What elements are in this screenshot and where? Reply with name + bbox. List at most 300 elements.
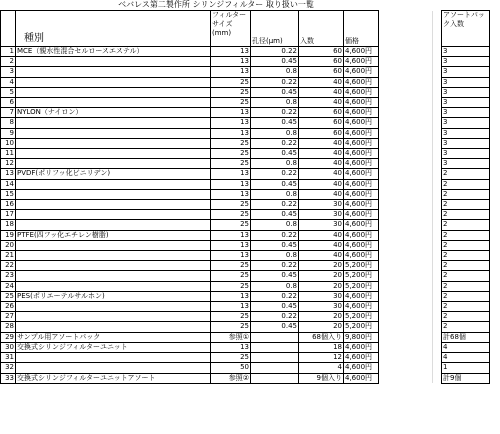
assort-row bbox=[442, 159, 490, 169]
cell-qty: 40 bbox=[299, 159, 344, 169]
table-row bbox=[1, 57, 433, 67]
cell-assort: 3 bbox=[442, 149, 490, 159]
cell-blank bbox=[379, 149, 433, 159]
cell-price: 4,600円 bbox=[344, 200, 379, 210]
cell-size: 25 bbox=[211, 271, 251, 281]
cell-kind bbox=[16, 353, 211, 363]
cell-qty: 30 bbox=[299, 220, 344, 230]
cell-qty: 40 bbox=[299, 240, 344, 250]
assort-row bbox=[442, 47, 490, 57]
cell-pore: 0.8 bbox=[251, 67, 299, 77]
cell-blank bbox=[379, 189, 433, 199]
cell-qty: 30 bbox=[299, 200, 344, 210]
cell-pore: 0.22 bbox=[251, 77, 299, 87]
cell-assort: 1 bbox=[442, 363, 490, 373]
cell-kind bbox=[16, 210, 211, 220]
cell-qty: 18 bbox=[299, 342, 344, 352]
table-row bbox=[1, 312, 433, 322]
page-title: ベバレス第二製作所 シリンジフィルター 取り扱い一覧 bbox=[118, 0, 314, 9]
cell-assort: 3 bbox=[442, 108, 490, 118]
cell-blank bbox=[379, 353, 433, 363]
header-pore: 孔径(μm) bbox=[251, 11, 299, 47]
cell-qty: 40 bbox=[299, 77, 344, 87]
cell-blank bbox=[379, 57, 433, 67]
cell-no: 20 bbox=[1, 240, 16, 250]
cell-kind bbox=[16, 77, 211, 87]
cell-kind bbox=[16, 159, 211, 169]
cell-no: 24 bbox=[1, 281, 16, 291]
cell-size: 13 bbox=[211, 189, 251, 199]
assort-row bbox=[442, 108, 490, 118]
assort-row bbox=[442, 291, 490, 301]
cell-no: 8 bbox=[1, 118, 16, 128]
cell-kind bbox=[16, 138, 211, 148]
cell-blank bbox=[379, 67, 433, 77]
table-row bbox=[1, 210, 433, 220]
cell-no: 11 bbox=[1, 149, 16, 159]
cell-no: 14 bbox=[1, 179, 16, 189]
cell-blank bbox=[379, 200, 433, 210]
cell-blank bbox=[379, 118, 433, 128]
header-assort: アソートパック入数 bbox=[442, 11, 490, 47]
cell-qty: 30 bbox=[299, 210, 344, 220]
cell-price: 4,600円 bbox=[344, 302, 379, 312]
assort-row bbox=[442, 210, 490, 220]
assort-row bbox=[442, 138, 490, 148]
cell-assort: 2 bbox=[442, 240, 490, 250]
cell-qty: 40 bbox=[299, 149, 344, 159]
cell-assort: 3 bbox=[442, 159, 490, 169]
cell-no: 22 bbox=[1, 261, 16, 271]
cell-blank bbox=[379, 240, 433, 250]
assort-header-row bbox=[442, 11, 490, 47]
cell-qty: 40 bbox=[299, 189, 344, 199]
header-kind: 種別 bbox=[16, 11, 211, 47]
cell-pore: 0.45 bbox=[251, 210, 299, 220]
cell-no: 15 bbox=[1, 189, 16, 199]
assort-row bbox=[442, 271, 490, 281]
cell-pore: 0.22 bbox=[251, 200, 299, 210]
cell-blank bbox=[379, 108, 433, 118]
cell-price: 4,600円 bbox=[344, 67, 379, 77]
cell-qty: 20 bbox=[299, 281, 344, 291]
cell-kind bbox=[16, 281, 211, 291]
cell-size: 13 bbox=[211, 179, 251, 189]
cell-assort: 2 bbox=[442, 281, 490, 291]
cell-size: 25 bbox=[211, 77, 251, 87]
cell-blank bbox=[379, 220, 433, 230]
cell-price: 4,600円 bbox=[344, 240, 379, 250]
cell-size: 25 bbox=[211, 261, 251, 271]
cell-no: 7 bbox=[1, 108, 16, 118]
cell-pore: 0.45 bbox=[251, 240, 299, 250]
cell-no: 28 bbox=[1, 322, 16, 332]
assort-row bbox=[442, 200, 490, 210]
cell-qty: 20 bbox=[299, 271, 344, 281]
assort-row bbox=[442, 302, 490, 312]
cell-no: 21 bbox=[1, 251, 16, 261]
assort-row bbox=[442, 251, 490, 261]
assort-row bbox=[442, 169, 490, 179]
cell-size: 25 bbox=[211, 210, 251, 220]
cell-assort: 2 bbox=[442, 261, 490, 271]
cell-price: 5,200円 bbox=[344, 281, 379, 291]
assort-row bbox=[442, 312, 490, 322]
cell-pore: 0.8 bbox=[251, 220, 299, 230]
table-row bbox=[1, 128, 433, 138]
assort-row bbox=[442, 281, 490, 291]
cell-pore: 0.22 bbox=[251, 138, 299, 148]
cell-pore: 0.8 bbox=[251, 251, 299, 261]
cell-qty: 30 bbox=[299, 302, 344, 312]
cell-assort: 4 bbox=[442, 353, 490, 363]
cell-size: 25 bbox=[211, 353, 251, 363]
cell-blank bbox=[379, 322, 433, 332]
cell-size: 13 bbox=[211, 169, 251, 179]
cell-size: 参照② bbox=[211, 373, 251, 383]
cell-kind bbox=[16, 67, 211, 77]
cell-blank bbox=[379, 138, 433, 148]
cell-pore: 0.22 bbox=[251, 291, 299, 301]
cell-price: 4,600円 bbox=[344, 169, 379, 179]
cell-no: 19 bbox=[1, 230, 16, 240]
cell-price: 9,800円 bbox=[344, 332, 379, 342]
table-row bbox=[1, 261, 433, 271]
cell-kind bbox=[16, 271, 211, 281]
cell-qty: 40 bbox=[299, 169, 344, 179]
cell-assort: 2 bbox=[442, 189, 490, 199]
cell-no: 10 bbox=[1, 138, 16, 148]
cell-assort: 2 bbox=[442, 291, 490, 301]
cell-blank bbox=[379, 261, 433, 271]
cell-blank bbox=[379, 312, 433, 322]
cell-size: 25 bbox=[211, 322, 251, 332]
cell-no: 16 bbox=[1, 200, 16, 210]
cell-no: 18 bbox=[1, 220, 16, 230]
cell-no: 3 bbox=[1, 67, 16, 77]
cell-price: 4,600円 bbox=[344, 373, 379, 383]
cell-kind bbox=[16, 149, 211, 159]
cell-pore bbox=[251, 363, 299, 373]
table-row bbox=[1, 149, 433, 159]
cell-pore: 0.45 bbox=[251, 149, 299, 159]
cell-price: 4,600円 bbox=[344, 87, 379, 97]
table-row bbox=[1, 67, 433, 77]
table-row bbox=[1, 291, 433, 301]
cell-assort: 3 bbox=[442, 98, 490, 108]
cell-pore: 0.45 bbox=[251, 87, 299, 97]
cell-price: 4,600円 bbox=[344, 77, 379, 87]
cell-size: 13 bbox=[211, 67, 251, 77]
cell-kind: MCE（親水性混合セルロースエステル） bbox=[16, 47, 211, 57]
cell-blank bbox=[379, 251, 433, 261]
cell-price: 4,600円 bbox=[344, 159, 379, 169]
cell-blank bbox=[379, 342, 433, 352]
cell-qty: 60 bbox=[299, 67, 344, 77]
cell-size: 13 bbox=[211, 291, 251, 301]
table-row bbox=[1, 98, 433, 108]
cell-no: 26 bbox=[1, 302, 16, 312]
cell-size: 13 bbox=[211, 57, 251, 67]
assort-row bbox=[442, 240, 490, 250]
cell-size: 13 bbox=[211, 302, 251, 312]
cell-blank bbox=[379, 271, 433, 281]
cell-price: 4,600円 bbox=[344, 47, 379, 57]
cell-no: 9 bbox=[1, 128, 16, 138]
cell-blank bbox=[379, 47, 433, 57]
cell-pore bbox=[251, 353, 299, 363]
cell-assort: 計9個 bbox=[442, 373, 490, 383]
cell-size: 50 bbox=[211, 363, 251, 373]
cell-blank bbox=[379, 98, 433, 108]
cell-kind bbox=[16, 118, 211, 128]
cell-kind: PES(ポリエーテルサルホン) bbox=[16, 291, 211, 301]
table-row bbox=[1, 220, 433, 230]
assort-row bbox=[442, 77, 490, 87]
cell-size: 13 bbox=[211, 118, 251, 128]
cell-no: 27 bbox=[1, 312, 16, 322]
assort-row bbox=[442, 67, 490, 77]
cell-qty: 20 bbox=[299, 312, 344, 322]
cell-kind bbox=[16, 57, 211, 67]
cell-size: 13 bbox=[211, 108, 251, 118]
assort-row bbox=[442, 179, 490, 189]
cell-blank bbox=[379, 363, 433, 373]
cell-blank bbox=[379, 159, 433, 169]
cell-size: 25 bbox=[211, 312, 251, 322]
table-row bbox=[1, 47, 433, 57]
cell-pore: 0.45 bbox=[251, 302, 299, 312]
cell-size: 25 bbox=[211, 159, 251, 169]
cell-blank bbox=[379, 87, 433, 97]
cell-pore: 0.8 bbox=[251, 128, 299, 138]
cell-no: 12 bbox=[1, 159, 16, 169]
table-row bbox=[1, 353, 433, 363]
cell-pore bbox=[251, 342, 299, 352]
header-row bbox=[1, 11, 433, 47]
header-blank bbox=[379, 11, 433, 47]
cell-size: 25 bbox=[211, 87, 251, 97]
cell-assort: 3 bbox=[442, 138, 490, 148]
cell-assort: 3 bbox=[442, 118, 490, 128]
cell-price: 4,600円 bbox=[344, 363, 379, 373]
table-row bbox=[1, 373, 433, 383]
cell-qty: 40 bbox=[299, 138, 344, 148]
table-row bbox=[1, 169, 433, 179]
cell-blank bbox=[379, 230, 433, 240]
cell-size: 25 bbox=[211, 281, 251, 291]
cell-assort: 3 bbox=[442, 87, 490, 97]
cell-pore: 0.45 bbox=[251, 118, 299, 128]
cell-no: 4 bbox=[1, 77, 16, 87]
table-row bbox=[1, 281, 433, 291]
assort-row bbox=[442, 322, 490, 332]
cell-price: 4,600円 bbox=[344, 179, 379, 189]
cell-no: 29 bbox=[1, 332, 16, 342]
table-row bbox=[1, 118, 433, 128]
cell-price: 4,600円 bbox=[344, 57, 379, 67]
cell-assort: 2 bbox=[442, 271, 490, 281]
cell-assort: 2 bbox=[442, 322, 490, 332]
cell-price: 4,600円 bbox=[344, 138, 379, 148]
cell-pore: 0.45 bbox=[251, 179, 299, 189]
cell-assort: 2 bbox=[442, 251, 490, 261]
cell-qty: 40 bbox=[299, 98, 344, 108]
cell-assort: 3 bbox=[442, 67, 490, 77]
cell-qty: 40 bbox=[299, 230, 344, 240]
cell-size: 13 bbox=[211, 230, 251, 240]
assort-row bbox=[442, 363, 490, 373]
cell-kind: NYLON（ナイロン） bbox=[16, 108, 211, 118]
cell-no: 5 bbox=[1, 87, 16, 97]
table-row bbox=[1, 271, 433, 281]
cell-price: 4,600円 bbox=[344, 128, 379, 138]
assort-row bbox=[442, 353, 490, 363]
table-row bbox=[1, 363, 433, 373]
cell-pore bbox=[251, 332, 299, 342]
cell-size: 13 bbox=[211, 47, 251, 57]
assort-row bbox=[442, 98, 490, 108]
cell-qty: 20 bbox=[299, 261, 344, 271]
cell-assort: 4 bbox=[442, 342, 490, 352]
assort-row bbox=[442, 87, 490, 97]
cell-size: 25 bbox=[211, 149, 251, 159]
cell-blank bbox=[379, 373, 433, 383]
cell-blank bbox=[379, 332, 433, 342]
header-size: フィルターサイズ(mm) bbox=[211, 11, 251, 47]
assort-row bbox=[442, 332, 490, 342]
cell-qty: 9個入り bbox=[299, 373, 344, 383]
cell-qty: 60 bbox=[299, 118, 344, 128]
cell-pore: 0.22 bbox=[251, 108, 299, 118]
product-table bbox=[0, 10, 433, 384]
assort-row bbox=[442, 118, 490, 128]
cell-price: 4,600円 bbox=[344, 230, 379, 240]
cell-no: 32 bbox=[1, 363, 16, 373]
cell-kind: PTFE(四フッ化エチレン樹脂) bbox=[16, 230, 211, 240]
cell-kind bbox=[16, 200, 211, 210]
cell-price: 4,600円 bbox=[344, 108, 379, 118]
cell-price: 4,600円 bbox=[344, 220, 379, 230]
table-row bbox=[1, 251, 433, 261]
table-row bbox=[1, 159, 433, 169]
cell-blank bbox=[379, 128, 433, 138]
cell-assort: 3 bbox=[442, 128, 490, 138]
cell-size: 13 bbox=[211, 128, 251, 138]
cell-qty: 60 bbox=[299, 47, 344, 57]
header-no bbox=[1, 11, 16, 47]
cell-assort: 3 bbox=[442, 57, 490, 67]
cell-qty: 40 bbox=[299, 179, 344, 189]
cell-no: 30 bbox=[1, 342, 16, 352]
cell-price: 4,600円 bbox=[344, 353, 379, 363]
cell-pore: 0.8 bbox=[251, 189, 299, 199]
cell-no: 33 bbox=[1, 373, 16, 383]
assort-row bbox=[442, 128, 490, 138]
cell-kind bbox=[16, 128, 211, 138]
cell-size: 13 bbox=[211, 240, 251, 250]
cell-blank bbox=[379, 179, 433, 189]
cell-qty: 40 bbox=[299, 87, 344, 97]
cell-pore: 0.45 bbox=[251, 271, 299, 281]
cell-qty: 60 bbox=[299, 57, 344, 67]
cell-price: 4,600円 bbox=[344, 98, 379, 108]
cell-no: 31 bbox=[1, 353, 16, 363]
cell-pore: 0.8 bbox=[251, 98, 299, 108]
assort-row bbox=[442, 189, 490, 199]
cell-kind: サンプル用アソートパック bbox=[16, 332, 211, 342]
cell-assort: 3 bbox=[442, 77, 490, 87]
cell-kind bbox=[16, 98, 211, 108]
cell-price: 4,600円 bbox=[344, 342, 379, 352]
cell-kind: 交換式シリンジフィルターユニット bbox=[16, 342, 211, 352]
cell-blank bbox=[379, 77, 433, 87]
table-row bbox=[1, 342, 433, 352]
cell-price: 4,600円 bbox=[344, 210, 379, 220]
cell-no: 2 bbox=[1, 57, 16, 67]
assort-row bbox=[442, 149, 490, 159]
table-row bbox=[1, 108, 433, 118]
cell-qty: 20 bbox=[299, 322, 344, 332]
cell-pore: 0.45 bbox=[251, 57, 299, 67]
assort-row bbox=[442, 230, 490, 240]
cell-price: 5,200円 bbox=[344, 312, 379, 322]
cell-kind bbox=[16, 240, 211, 250]
cell-pore: 0.8 bbox=[251, 159, 299, 169]
cell-pore: 0.22 bbox=[251, 230, 299, 240]
cell-size: 参照① bbox=[211, 332, 251, 342]
cell-pore: 0.22 bbox=[251, 312, 299, 322]
cell-blank bbox=[379, 302, 433, 312]
cell-no: 17 bbox=[1, 210, 16, 220]
cell-size: 13 bbox=[211, 251, 251, 261]
cell-assort: 2 bbox=[442, 220, 490, 230]
cell-pore bbox=[251, 373, 299, 383]
table-row bbox=[1, 138, 433, 148]
cell-size: 25 bbox=[211, 200, 251, 210]
cell-kind: 交換式シリンジフィルターユニットアソート bbox=[16, 373, 211, 383]
table-row bbox=[1, 230, 433, 240]
table-row bbox=[1, 302, 433, 312]
cell-size: 13 bbox=[211, 342, 251, 352]
table-row bbox=[1, 179, 433, 189]
cell-no: 13 bbox=[1, 169, 16, 179]
cell-price: 4,600円 bbox=[344, 189, 379, 199]
cell-price: 4,600円 bbox=[344, 291, 379, 301]
cell-assort: 2 bbox=[442, 169, 490, 179]
header-qty: 入数 bbox=[299, 11, 344, 47]
cell-no: 23 bbox=[1, 271, 16, 281]
cell-kind bbox=[16, 322, 211, 332]
cell-kind bbox=[16, 312, 211, 322]
cell-blank bbox=[379, 291, 433, 301]
cell-pore: 0.22 bbox=[251, 169, 299, 179]
cell-pore: 0.45 bbox=[251, 322, 299, 332]
cell-kind bbox=[16, 261, 211, 271]
assort-row bbox=[442, 57, 490, 67]
header-price: 価格 bbox=[344, 11, 379, 47]
cell-price: 5,200円 bbox=[344, 261, 379, 271]
cell-qty: 60 bbox=[299, 128, 344, 138]
cell-qty: 40 bbox=[299, 251, 344, 261]
cell-assort: 2 bbox=[442, 179, 490, 189]
assort-row bbox=[442, 342, 490, 352]
cell-pore: 0.22 bbox=[251, 47, 299, 57]
cell-qty: 4 bbox=[299, 363, 344, 373]
table-row bbox=[1, 87, 433, 97]
cell-kind: PVDF(ポリフッ化ビニリデン) bbox=[16, 169, 211, 179]
table-row bbox=[1, 77, 433, 87]
